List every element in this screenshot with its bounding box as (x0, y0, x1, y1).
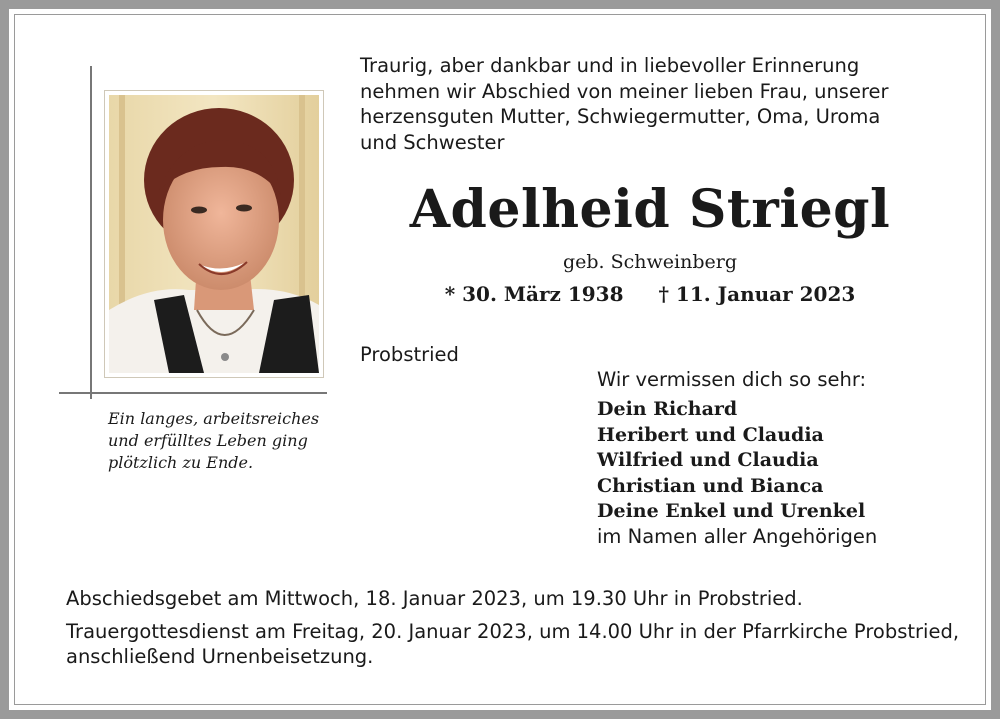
life-dates (360, 282, 940, 306)
birth-date: * 30. März 1938 (444, 282, 624, 306)
mourner-item: Heribert und Claudia (597, 423, 824, 446)
mourner-item: Wilfried und Claudia (597, 449, 819, 471)
quote (108, 408, 333, 474)
intro-text: Traurig, aber dankbar und in liebevoller Erinnerung nehmen wir Abschied von meiner lieben Frau, unserer herzensguten Mutter, Schwiegermutter, Oma, Uroma und Schwester (360, 54, 889, 154)
mourners-list (597, 397, 865, 525)
portrait-photo (104, 90, 324, 378)
prayer-service: Abschiedsgebet am Mittwoch, 18. Januar 2023, um 19.30 Uhr in Probstried. (66, 587, 803, 610)
mourner-item: Deine Enkel und Urenkel (597, 500, 866, 522)
mourner-item: Dein Richard (597, 398, 738, 420)
deceased-name: Adelheid Striegl (409, 179, 891, 240)
quote-line: und erfülltes Leben ging (108, 431, 308, 450)
quote-line: plötzlich zu Ende. (108, 453, 254, 472)
mourners-outro: im Namen aller Angehörigen (597, 525, 878, 548)
vertical-rule (90, 66, 92, 399)
portrait-image (109, 95, 319, 373)
quote-line: Ein langes, arbeitsreiches (108, 409, 320, 428)
funeral-mass: Trauergottesdienst am Freitag, 20. Januar 2023, um 14.00 Uhr in der Pfarrkirche Probstried, anschließend Urnenbeisetzung. (66, 620, 960, 668)
horizontal-rule (59, 392, 327, 394)
maiden-name: geb. Schweinberg (562, 251, 737, 273)
death-date: † 11. Januar 2023 (658, 282, 856, 306)
mourners-intro: Wir vermissen dich so sehr: (597, 368, 867, 391)
mourner-item: Christian und Bianca (597, 474, 824, 497)
place: Probstried (360, 343, 459, 366)
